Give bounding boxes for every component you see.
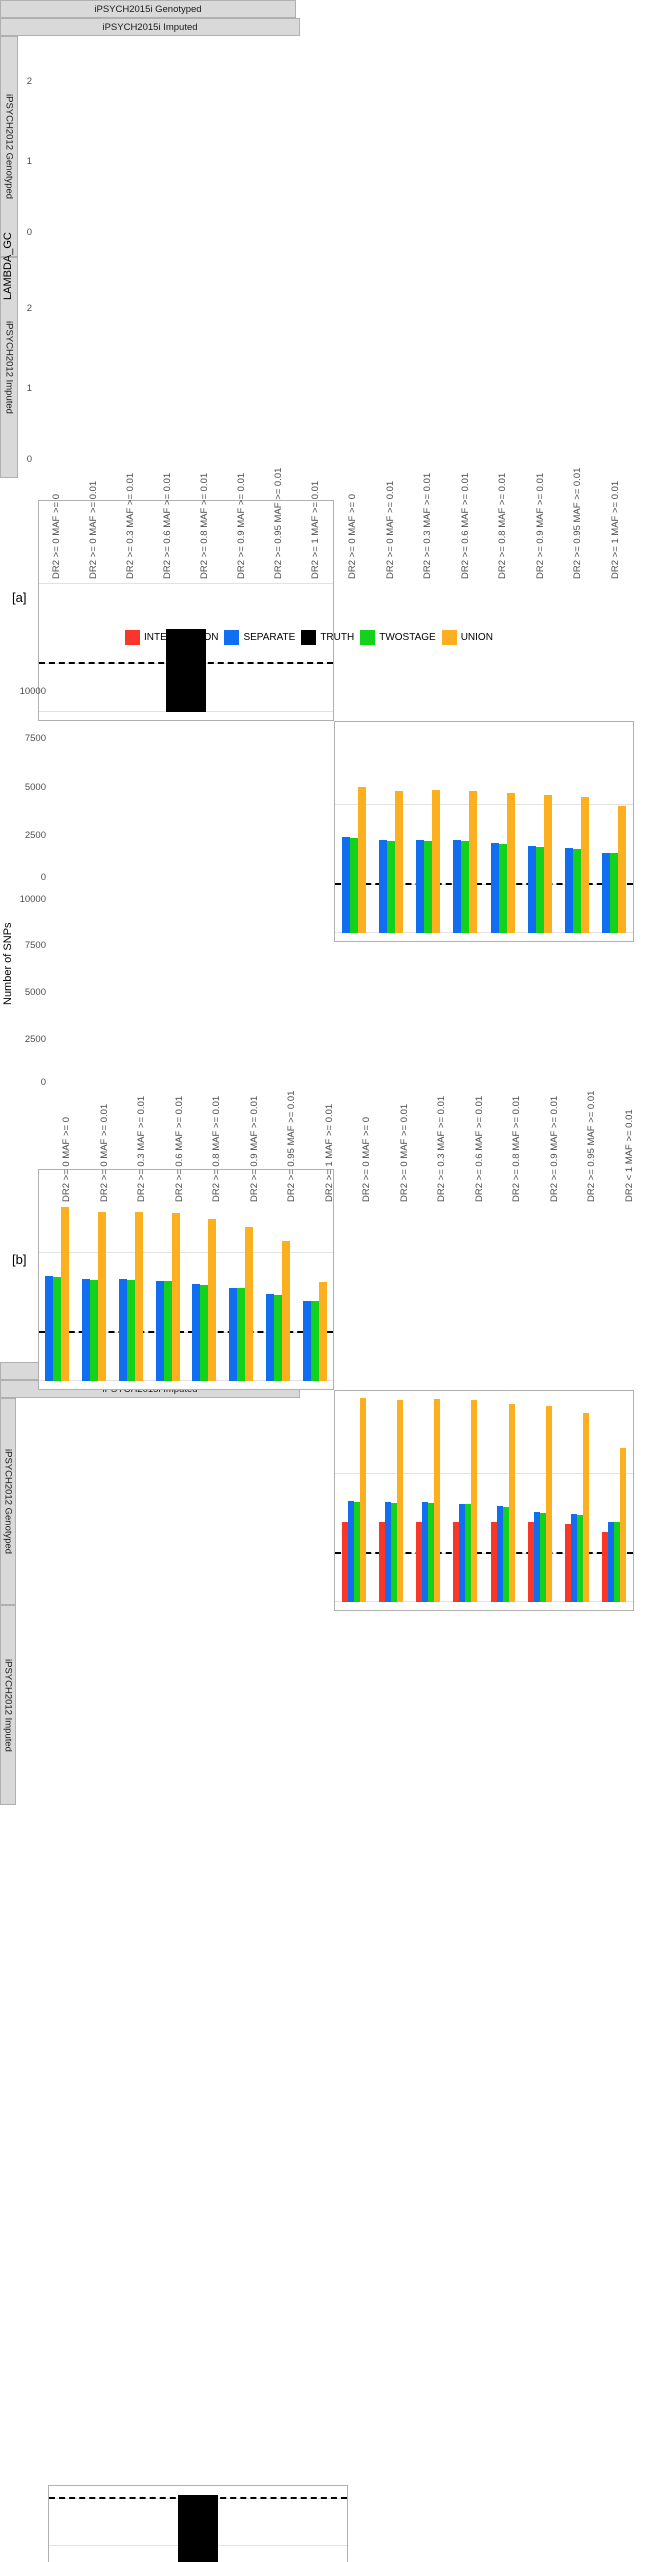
panel-a-genotyped-imputed [38, 1169, 334, 1390]
facet-col-strip-genotyped-a [0, 0, 296, 18]
x-tick-label: DR2 >= 1 MAF >= 0.01 [609, 480, 621, 579]
strip-label: iPSYCH2012 Genotyped [2, 1448, 14, 1555]
y-tick-label: 10000 [19, 686, 46, 697]
y-tick-label: 2500 [24, 830, 46, 841]
legend [125, 630, 493, 645]
x-tick-label: DR2 >= 0.3 MAF >= 0.01 [436, 1095, 448, 1202]
x-tick-label: DR2 >= 0.6 MAF >= 0.01 [173, 1095, 185, 1202]
x-axis-labels-a-right [334, 467, 634, 579]
x-axis-labels-a-left [38, 467, 334, 579]
x-tick-label: DR2 >= 1 MAF >= 0.01 [323, 1103, 335, 1202]
x-tick-label: DR2 >= 1 MAF >= 0.01 [310, 480, 321, 579]
x-tick-label: DR2 >= 0 MAF >= 0 [361, 1116, 373, 1202]
legend-label: SEPARATE [243, 632, 296, 643]
x-tick-label: DR2 >= 0.9 MAF >= 0.01 [236, 472, 247, 579]
y-tick-label: 0 [40, 872, 46, 883]
strip-label: iPSYCH2015i Genotyped [94, 3, 202, 15]
figure-label-b: [b] [12, 1252, 27, 1267]
legend-swatch-icon [125, 630, 140, 645]
legend-item-union [442, 630, 493, 645]
y-axis-title-a: LAMBDA_GC [2, 232, 14, 300]
y-tick-label: 0 [26, 227, 32, 238]
figure-label-a: [a] [12, 590, 27, 605]
panel-a-imputed-genotyped [334, 721, 634, 942]
y-tick-label: 5000 [24, 782, 46, 793]
y-tick-label: 5000 [24, 987, 46, 998]
panel-b-genotyped-genotyped [48, 2485, 348, 2562]
x-tick-label: DR2 >= 0.95 MAF >= 0.01 [273, 467, 284, 579]
facet-row-strip-genotyped-b [0, 1398, 16, 1605]
x-tick-label: DR2 >= 0.8 MAF >= 0.01 [211, 1095, 223, 1202]
x-tick-label: DR2 >= 0 MAF >= 0.01 [98, 1103, 110, 1202]
y-axis-title-b: Number of SNPs [2, 922, 14, 1005]
legend-item-separate [224, 630, 295, 645]
x-tick-label: DR2 >= 0.95 MAF >= 0.01 [586, 1090, 598, 1202]
strip-label: iPSYCH2015i Imputed [102, 21, 198, 33]
x-tick-label: DR2 >= 0.95 MAF >= 0.01 [572, 467, 584, 579]
x-tick-label: DR2 >= 0.95 MAF >= 0.01 [286, 1090, 298, 1202]
legend-item-intersection [125, 630, 218, 645]
x-tick-label: DR2 >= 0.9 MAF >= 0.01 [248, 1095, 260, 1202]
x-tick-label: DR2 >= 0 MAF >= 0.01 [398, 1103, 410, 1202]
y-tick-label: 0 [26, 454, 32, 465]
legend-label: UNION [460, 632, 493, 643]
x-tick-label: DR2 >= 0.8 MAF >= 0.01 [497, 472, 509, 579]
x-tick-label: DR2 >= 0.9 MAF >= 0.01 [548, 1095, 560, 1202]
legend-item-truth [301, 630, 354, 645]
bar-truth [178, 2495, 218, 2562]
legend-item-twostage [360, 630, 435, 645]
y-tick-label: 0 [40, 1077, 46, 1088]
legend-swatch-icon [224, 630, 239, 645]
x-tick-label: DR2 >= 0 MAF >= 0.01 [384, 480, 396, 579]
strip-label: iPSYCH2012 Imputed [3, 321, 15, 414]
facet-col-strip-imputed-a [0, 18, 300, 36]
legend-swatch-icon [360, 630, 375, 645]
x-axis-labels-b-left [48, 1090, 348, 1202]
x-tick-label: DR2 >= 0.8 MAF >= 0.01 [511, 1095, 523, 1202]
x-tick-label: DR2 >= 0.6 MAF >= 0.01 [162, 472, 173, 579]
y-tick-label: 7500 [24, 733, 46, 744]
y-tick-label: 1 [26, 156, 32, 167]
y-tick-label: 2 [26, 76, 32, 87]
legend-label: TRUTH [320, 632, 355, 643]
x-axis-labels-b-right [348, 1090, 648, 1202]
x-tick-label: DR2 >= 0.9 MAF >= 0.01 [534, 472, 546, 579]
legend-label: INTERSECTION [144, 632, 219, 643]
strip-label: iPSYCH2012 Genotyped [3, 93, 15, 200]
legend-label: TWOSTAGE [379, 632, 436, 643]
x-tick-label: DR2 >= 0.8 MAF >= 0.01 [199, 472, 210, 579]
y-tick-label: 2500 [24, 1034, 46, 1045]
x-tick-label: DR2 >= 0 MAF >= 0 [347, 493, 359, 579]
legend-swatch-icon [301, 630, 316, 645]
x-tick-label: DR2 >= 0.3 MAF >= 0.01 [136, 1095, 148, 1202]
y-tick-label: 1 [26, 383, 32, 394]
x-tick-label: DR2 < 1 MAF >= 0.01 [623, 1109, 635, 1202]
x-tick-label: DR2 >= 0.3 MAF >= 0.01 [125, 472, 136, 579]
x-tick-label: DR2 >= 0 MAF >= 0 [51, 493, 62, 579]
x-tick-label: DR2 >= 0.6 MAF >= 0.01 [473, 1095, 485, 1202]
panel-a-imputed-imputed [334, 1390, 634, 1611]
y-tick-label: 7500 [24, 940, 46, 951]
y-tick-label: 10000 [19, 894, 46, 905]
strip-label: iPSYCH2012 Imputed [2, 1658, 14, 1752]
x-tick-label: DR2 >= 0 MAF >= 0.01 [88, 480, 99, 579]
facet-row-strip-imputed-b [0, 1605, 16, 1805]
x-tick-label: DR2 >= 0.3 MAF >= 0.01 [422, 472, 434, 579]
y-tick-label: 2 [26, 303, 32, 314]
x-tick-label: DR2 >= 0 MAF >= 0 [61, 1116, 73, 1202]
x-tick-label: DR2 >= 0.6 MAF >= 0.01 [459, 472, 471, 579]
legend-swatch-icon [442, 630, 457, 645]
